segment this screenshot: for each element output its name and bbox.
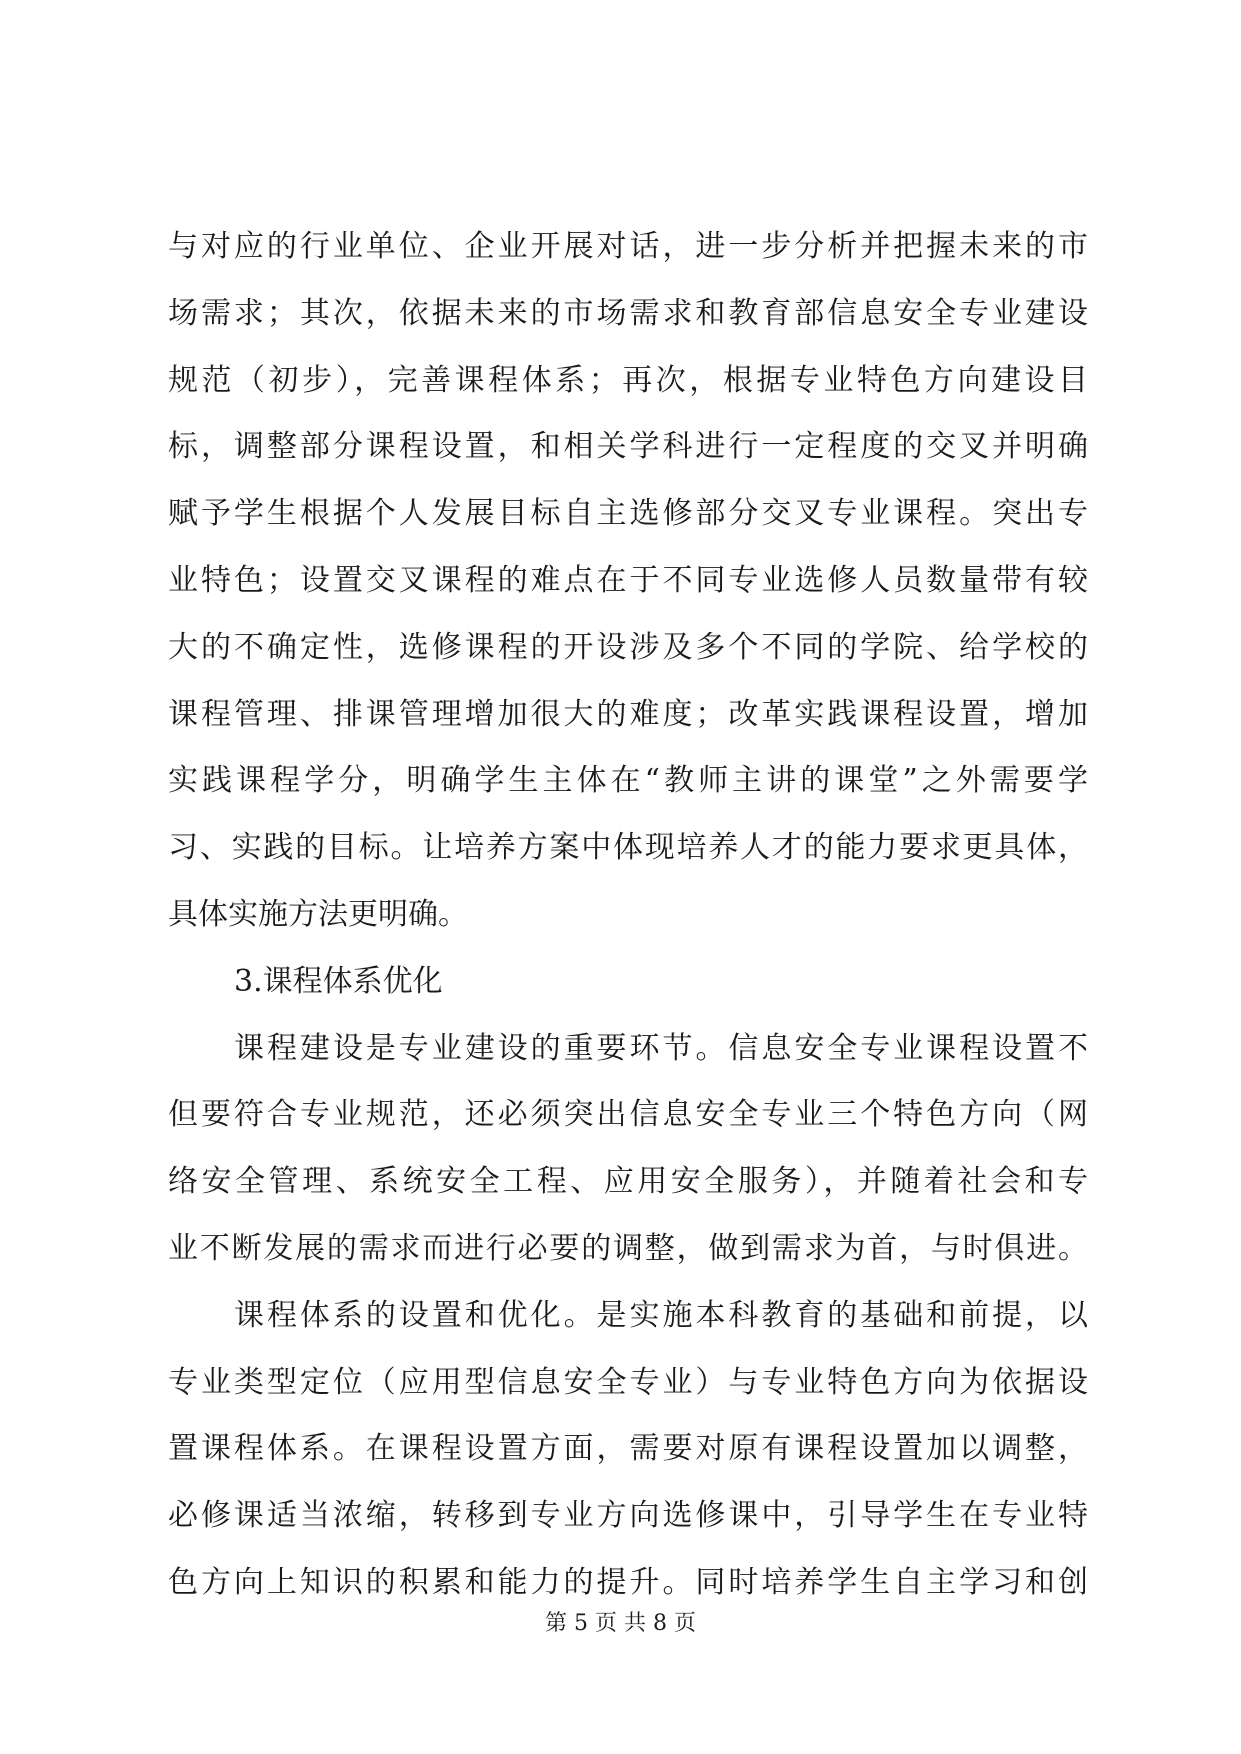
- text-line: 置课程体系。在课程设置方面，需要对原有课程设置加以调整，: [168, 1431, 1088, 1467]
- text-line: 必修课适当浓缩，转移到专业方向选修课中，引导学生在专业特: [168, 1498, 1088, 1534]
- text-line: 具体实施方法更明确。: [168, 896, 468, 932]
- text-line: 色方向上知识的积累和能力的提升。同时培养学生自主学习和创: [168, 1564, 1088, 1600]
- text-line: 课程体系的设置和优化。是实施本科教育的基础和前提，以: [234, 1297, 1088, 1333]
- text-line: 课程管理、排课管理增加很大的难度；改革实践课程设置，增加: [168, 696, 1088, 732]
- text-line: 专业类型定位（应用型信息安全专业）与专业特色方向为依据设: [168, 1364, 1088, 1400]
- text-line: 业特色；设置交叉课程的难点在于不同专业选修人员数量带有较: [168, 562, 1088, 598]
- text-line: 业不断发展的需求而进行必要的调整，做到需求为首，与时俱进。: [168, 1230, 1088, 1266]
- text-line: 实践课程学分，明确学生主体在“教师主讲的课堂”之外需要学: [168, 763, 1088, 799]
- text-line: 与对应的行业单位、企业开展对话，进一步分析并把握未来的市: [168, 229, 1088, 264]
- text-line: 络安全管理、系统安全工程、应用安全服务），并随着社会和专: [168, 1164, 1088, 1200]
- text-line: 规范（初步），完善课程体系；再次，根据专业特色方向建设目: [168, 362, 1088, 398]
- text-line: 大的不确定性，选修课程的开设涉及多个不同的学院、给学校的: [168, 629, 1088, 665]
- body-text: [168, 229, 1088, 1632]
- text-line: 标，调整部分课程设置，和相关学科进行一定程度的交叉并明确: [168, 429, 1088, 465]
- text-line: 但要符合专业规范，还必须突出信息安全专业三个特色方向（网: [168, 1097, 1088, 1133]
- text-line: 习、实践的目标。让培养方案中体现培养人才的能力要求更具体，: [168, 830, 1088, 866]
- text-line: 赋予学生根据个人发展目标自主选修部分交叉专业课程。突出专: [168, 496, 1088, 532]
- page-number-footer: 第 5 页 共 8 页: [545, 1611, 696, 1636]
- section-heading: 3.课程体系优化: [234, 963, 443, 999]
- text-line: 场需求；其次，依据未来的市场需求和教育部信息安全专业建设: [168, 295, 1088, 331]
- text-line: 课程建设是专业建设的重要环节。信息安全专业课程设置不: [234, 1030, 1088, 1066]
